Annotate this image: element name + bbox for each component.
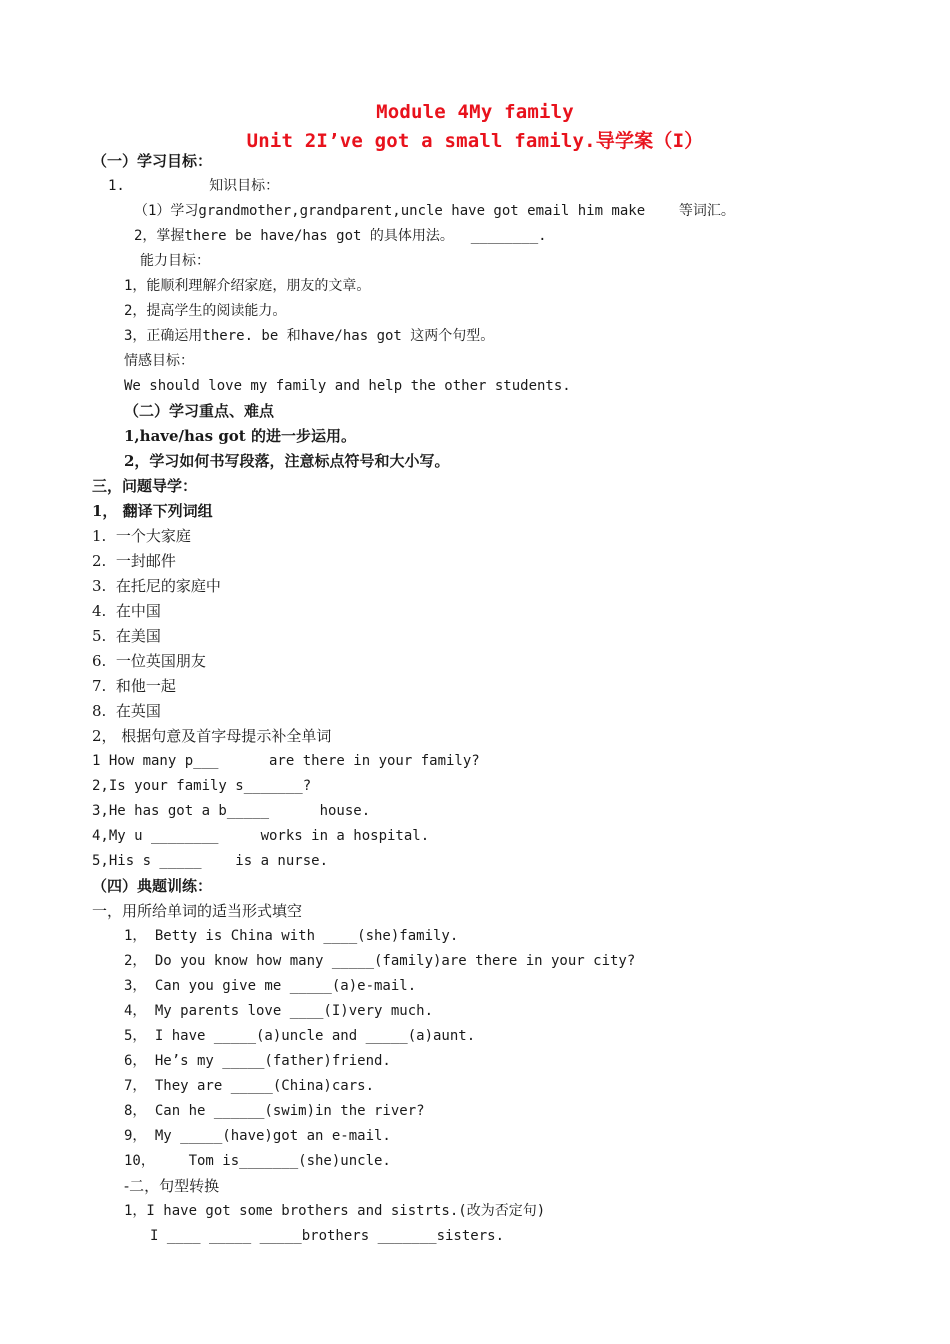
translate-item: 8. 在英国: [92, 702, 161, 720]
translate-item: 3. 在托尼的家庭中: [92, 577, 221, 595]
word-form-item: 8， Can he ______(swim)in the river?: [124, 1103, 425, 1119]
key-point-2: 2，学习如何书写段落，注意标点符号和大小写。: [124, 452, 450, 470]
translate-item: 7. 和他一起: [92, 677, 176, 695]
translate-item: 1. 一个大家庭: [92, 527, 191, 545]
fill-letters-item: 5,His s _____ is a nurse.: [92, 853, 329, 869]
word-form-item: 4， My parents love ____(I)very much.: [124, 1003, 434, 1019]
key-point-1: 1,have/has got 的进一步运用。: [124, 427, 356, 445]
sentence-transform-answer: I ____ _____ _____brothers _______sisters.: [150, 1228, 505, 1244]
fill-letters-heading: 2， 根据句意及首字母提示补全单词: [92, 727, 332, 745]
sentence-transform-item: 1，I have got some brothers and sistrts.(改为否定句): [124, 1203, 546, 1219]
word-form-item: 7， They are _____(China)cars.: [124, 1078, 375, 1094]
section-2-heading: （二）学习重点、难点: [124, 402, 275, 420]
module-title: Module 4My family: [376, 101, 574, 123]
section-1-heading: （一）学习目标：: [92, 152, 213, 170]
fill-letters-item: 4,My u ________ works in a hospital.: [92, 828, 430, 844]
sentence-transform-heading: -二，句型转换: [124, 1177, 220, 1195]
translate-item: 4. 在中国: [92, 602, 161, 620]
ability-goal-label: 能力目标：: [140, 253, 210, 269]
ability-goal-3: 3，正确运用there. be 和have/has got 这两个句型。: [124, 328, 495, 344]
word-form-item: 6， He’s my _____(father)friend.: [124, 1053, 391, 1069]
word-form-heading: 一，用所给单词的适当形式填空: [92, 902, 303, 920]
fill-letters-item: 3,He has got a b_____ house.: [92, 803, 371, 819]
knowledge-goal-label: 1. 知识目标：: [108, 178, 280, 194]
knowledge-goal-2: 2，掌握there be have/has got 的具体用法。 ________.: [134, 228, 547, 244]
translate-heading: 1， 翻译下列词组: [92, 502, 213, 520]
word-form-item: 2， Do you know how many _____(family)are there in your city?: [124, 953, 636, 969]
translate-item: 2. 一封邮件: [92, 552, 176, 570]
emotion-goal-text: We should love my family and help the other students.: [124, 378, 571, 394]
word-form-item: 10， Tom is_______(she)uncle.: [124, 1153, 391, 1169]
word-form-item: 1， Betty is China with ____(she)family.: [124, 928, 459, 944]
word-form-item: 9， My _____(have)got an e-mail.: [124, 1128, 391, 1144]
ability-goal-1: 1，能顺利理解介绍家庭，朋友的文章。: [124, 278, 371, 294]
ability-goal-2: 2，提高学生的阅读能力。: [124, 303, 287, 319]
translate-item: 5. 在美国: [92, 627, 161, 645]
fill-letters-item: 2,Is your family s_______?: [92, 778, 312, 794]
unit-title: Unit 2I’ve got a small family.导学案（I）: [246, 130, 704, 152]
section-3-heading: 三，问题导学：: [92, 477, 198, 495]
word-form-item: 3， Can you give me _____(a)e-mail.: [124, 978, 417, 994]
section-4-heading: （四）典题训练：: [92, 877, 213, 895]
fill-letters-item: 1 How many p___ are there in your family?: [92, 753, 480, 769]
word-form-item: 5， I have _____(a)uncle and _____(a)aunt.: [124, 1028, 476, 1044]
translate-item: 6. 一位英国朋友: [92, 652, 206, 670]
knowledge-goal-1: （1）学习grandmother,grandparent,uncle have got email him make 等词汇。: [134, 203, 735, 219]
emotion-goal-label: 情感目标：: [124, 353, 194, 369]
